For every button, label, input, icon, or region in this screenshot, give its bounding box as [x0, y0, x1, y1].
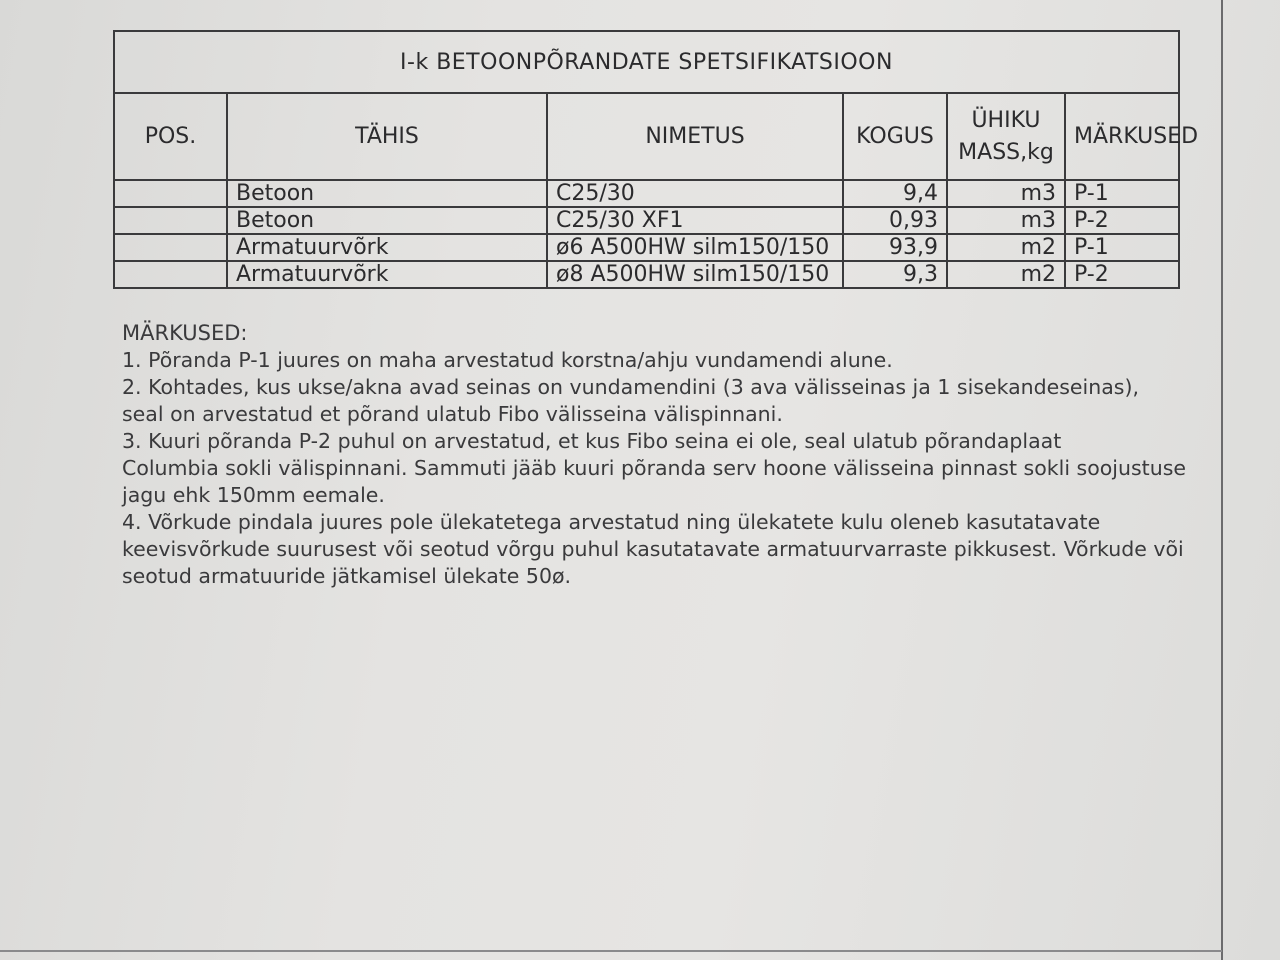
cell-kogus: 9,3 — [843, 261, 947, 288]
note-line: seotud armatuuride jätkamisel ülekate 50ø. — [122, 564, 572, 588]
cell-kogus: 9,4 — [843, 180, 947, 207]
table-row — [114, 261, 1179, 288]
header-markused: MÄRKUSED — [1065, 93, 1179, 180]
cell-tahis: Armatuurvõrk — [227, 261, 547, 288]
note-line: 3. Kuuri põranda P-2 puhul on arvestatud, et kus Fibo seina ei ole, seal ulatub põrandaplaat — [122, 429, 1062, 453]
cell-tahis: Armatuurvõrk — [227, 234, 547, 261]
cell-nimetus: ø8 A500HW silm150/150 — [547, 261, 843, 288]
cell-tahis: Betoon — [227, 180, 547, 207]
note-line: Columbia sokli välispinnani. Sammuti jääb kuuri põranda serv hoone välisseina pinnast sokli soojustuse — [122, 456, 1186, 480]
cell-markused: P-2 — [1065, 261, 1179, 288]
note-line: 1. Põranda P-1 juures on maha arvestatud korstna/ahju vundamendi alune. — [122, 348, 893, 372]
header-mass-line2: MASS,kg — [958, 139, 1054, 165]
table-header-row — [114, 93, 1179, 180]
cell-pos — [114, 207, 227, 234]
note-line: jagu ehk 150mm eemale. — [122, 483, 385, 507]
cell-tahis: Betoon — [227, 207, 547, 234]
cell-pos — [114, 234, 227, 261]
cell-nimetus: ø6 A500HW silm150/150 — [547, 234, 843, 261]
cell-markused: P-2 — [1065, 207, 1179, 234]
note-line: 4. Võrkude pindala juures pole ülekatetega arvestatud ning ülekatete kulu oleneb kasutatavate — [122, 510, 1101, 534]
specification-table — [113, 30, 1199, 289]
header-mass — [947, 93, 1065, 180]
cell-kogus: 93,9 — [843, 234, 947, 261]
cell-unit: m3 — [947, 207, 1065, 234]
notes-list — [122, 347, 1192, 590]
cell-kogus: 0,93 — [843, 207, 947, 234]
note-line: 2. Kohtades, kus ukse/akna avad seinas on vundamendini (3 ava välisseinas ja 1 sisekandeseinas), — [122, 375, 1139, 399]
cell-unit: m2 — [947, 261, 1065, 288]
cell-pos — [114, 180, 227, 207]
cell-unit: m3 — [947, 180, 1065, 207]
header-tahis: TÄHIS — [227, 93, 547, 180]
header-nimetus: NIMETUS — [547, 93, 843, 180]
table-row — [114, 234, 1179, 261]
table-title-row — [114, 31, 1179, 93]
cell-markused: P-1 — [1065, 180, 1179, 207]
cell-unit: m2 — [947, 234, 1065, 261]
cell-markused: P-1 — [1065, 234, 1179, 261]
table-row — [114, 207, 1179, 234]
notes-heading: MÄRKUSED: — [122, 321, 248, 345]
notes-section — [122, 320, 1192, 590]
note-line: keevisvõrkude suurusest või seotud võrgu puhul kasutatavate armatuurvarraste pikkusest. Võrkude või — [122, 537, 1184, 561]
cell-nimetus: C25/30 — [547, 180, 843, 207]
header-pos: POS. — [114, 93, 227, 180]
table-body — [114, 180, 1179, 288]
cell-pos — [114, 261, 227, 288]
note-line: seal on arvestatud et põrand ulatub Fibo välisseina välispinnani. — [122, 402, 783, 426]
cell-nimetus: C25/30 XF1 — [547, 207, 843, 234]
header-mass-line1: ÜHIKU — [971, 107, 1041, 133]
header-kogus: KOGUS — [843, 93, 947, 180]
paper-bottom-line — [0, 950, 1222, 952]
table-title: I-k BETOONPÕRANDATE SPETSIFIKATSIOON — [114, 31, 1179, 93]
table-row — [114, 180, 1179, 207]
paper-edge-line — [1221, 0, 1223, 960]
